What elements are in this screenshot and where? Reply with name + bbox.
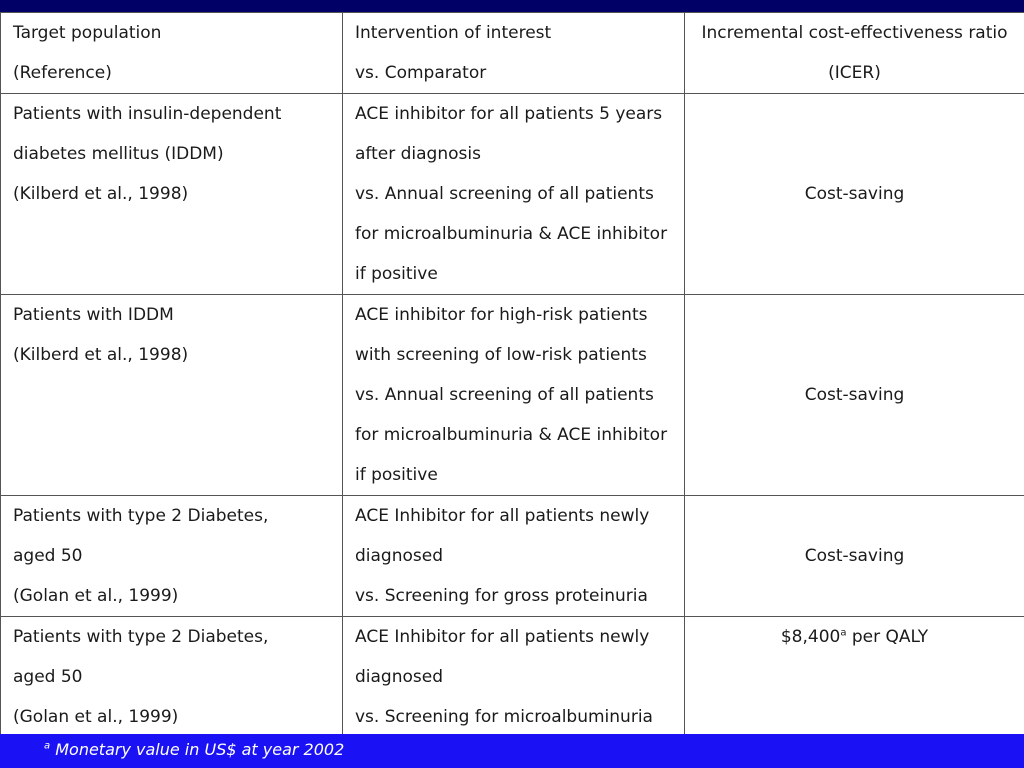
population-text: Patients with IDDM [13, 305, 174, 325]
population-text: aged 50 [13, 546, 83, 566]
footnote-marker: a [44, 740, 51, 752]
header-population [1, 13, 343, 94]
header-intervention [343, 13, 685, 94]
header-text: vs. Comparator [355, 63, 487, 83]
reference-text: (Golan et al., 1999) [13, 586, 179, 606]
population-cell [1, 617, 343, 738]
icer-amount: $8,400 [780, 627, 841, 647]
reference-text: (Kilberd et al., 1998) [13, 345, 189, 365]
population-text: Patients with type 2 Diabetes, [13, 627, 269, 647]
comparator-text: if positive [355, 465, 438, 485]
header-text: Incremental cost-effectiveness ratio [701, 23, 1008, 43]
table-row [1, 94, 1024, 295]
icer-value [697, 617, 1012, 657]
comparator-text: for microalbuminuria & ACE inhibitor [355, 224, 668, 244]
header-text: (Reference) [13, 63, 112, 83]
icer-cell [685, 496, 1024, 617]
comparator-text: vs. Screening for gross proteinuria [355, 586, 648, 606]
header-text: (ICER) [828, 63, 881, 83]
icer-cell [685, 617, 1024, 738]
icer-unit: per QALY [846, 627, 929, 647]
icer-table [0, 12, 1024, 738]
intervention-text: ACE inhibitor for all patients 5 years [355, 104, 663, 124]
population-text: Patients with insulin-dependent [13, 104, 282, 124]
footnote [44, 734, 344, 766]
header-icer [685, 13, 1024, 94]
table-row [1, 295, 1024, 496]
population-cell [1, 496, 343, 617]
comparator-text: for microalbuminuria & ACE inhibitor [355, 425, 668, 445]
icer-value: Cost-saving [804, 184, 905, 204]
intervention-cell [343, 295, 685, 496]
population-text: aged 50 [13, 667, 83, 687]
icer-value: Cost-saving [804, 546, 905, 566]
table-row [1, 496, 1024, 617]
intervention-text: after diagnosis [355, 144, 481, 164]
footnote-bar [0, 734, 1024, 768]
intervention-text: diagnosed [355, 667, 444, 687]
header-row [1, 13, 1024, 94]
intervention-text: ACE inhibitor for high-risk patients [355, 305, 648, 325]
population-cell [1, 295, 343, 496]
population-text: diabetes mellitus (IDDM) [13, 144, 224, 164]
comparator-text: vs. Annual screening of all patients [355, 385, 654, 405]
reference-text: (Golan et al., 1999) [13, 707, 179, 727]
icer-value: Cost-saving [804, 385, 905, 405]
comparator-text: vs. Annual screening of all patients [355, 184, 654, 204]
population-text: Patients with type 2 Diabetes, [13, 506, 269, 526]
intervention-text: ACE Inhibitor for all patients newly [355, 627, 650, 647]
icer-cell [685, 295, 1024, 496]
table-row [1, 617, 1024, 738]
population-cell [1, 94, 343, 295]
intervention-text: ACE Inhibitor for all patients newly [355, 506, 650, 526]
icer-cell [685, 94, 1024, 295]
header-text: Target population [13, 23, 162, 43]
intervention-cell [343, 617, 685, 738]
comparator-text: if positive [355, 264, 438, 284]
reference-text: (Kilberd et al., 1998) [13, 184, 189, 204]
intervention-cell [343, 94, 685, 295]
intervention-cell [343, 496, 685, 617]
intervention-text: with screening of low-risk patients [355, 345, 647, 365]
comparator-text: vs. Screening for microalbuminuria [355, 707, 653, 727]
top-bar [0, 0, 1024, 12]
header-text: Intervention of interest [355, 23, 552, 43]
footnote-text: Monetary value in US$ at year 2002 [50, 740, 345, 759]
intervention-text: diagnosed [355, 546, 444, 566]
footnote-marker: a [840, 627, 847, 639]
